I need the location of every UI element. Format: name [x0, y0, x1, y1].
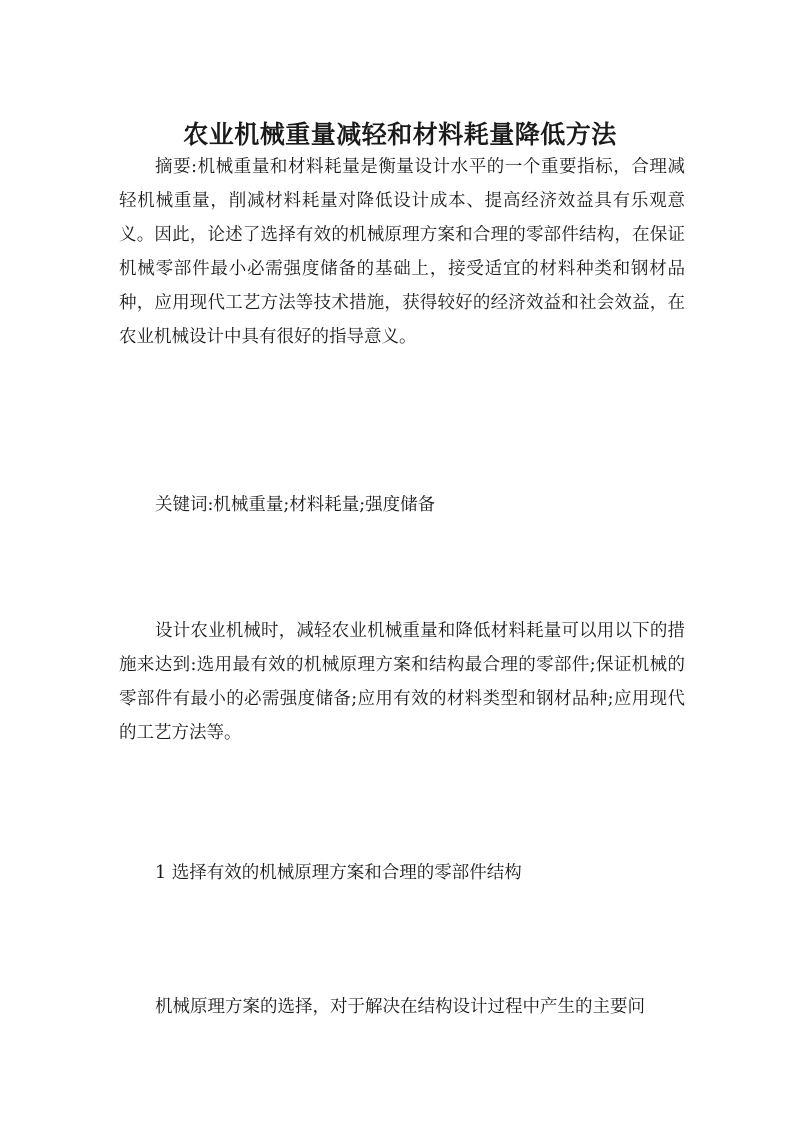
abstract-paragraph: 摘要:机械重量和材料耗量是衡量设计水平的一个重要指标，合理减轻机械重量，削减材料耗量对降低设计成本、提高经济效益具有乐观意义。因此，论述了选择有效的机械原理方案和合理的零部件结构，在保证机械零部件最小必需强度储备的基础上，接受适宜的材料种类和钢材品种，应用现代工艺方法等技术措施，获得较好的经济效益和社会效益，在农业机械设计中具有很好的指导意义。 — [119, 157, 685, 347]
section-1-heading: 1 选择有效的机械原理方案和合理的零部件结构 — [155, 863, 522, 883]
keywords-line: 关键词:机械重量;材料耗量;强度储备 — [155, 495, 436, 515]
intro-paragraph: 设计农业机械时，减轻农业机械重量和降低材料耗量可以用以下的措施来达到:选用最有效的机械原理方案和结构最合理的零部件;保证机械的零部件有最小的必需强度储备;应用有效的材料类型和钢材品种;应用现代的工艺方法等。 — [119, 621, 685, 743]
document-title: 农业机械重量减轻和材料耗量降低方法 — [183, 119, 617, 149]
section-1-body: 机械原理方案的选择，对于解决在结构设计过程中产生的主要问 — [155, 997, 645, 1017]
